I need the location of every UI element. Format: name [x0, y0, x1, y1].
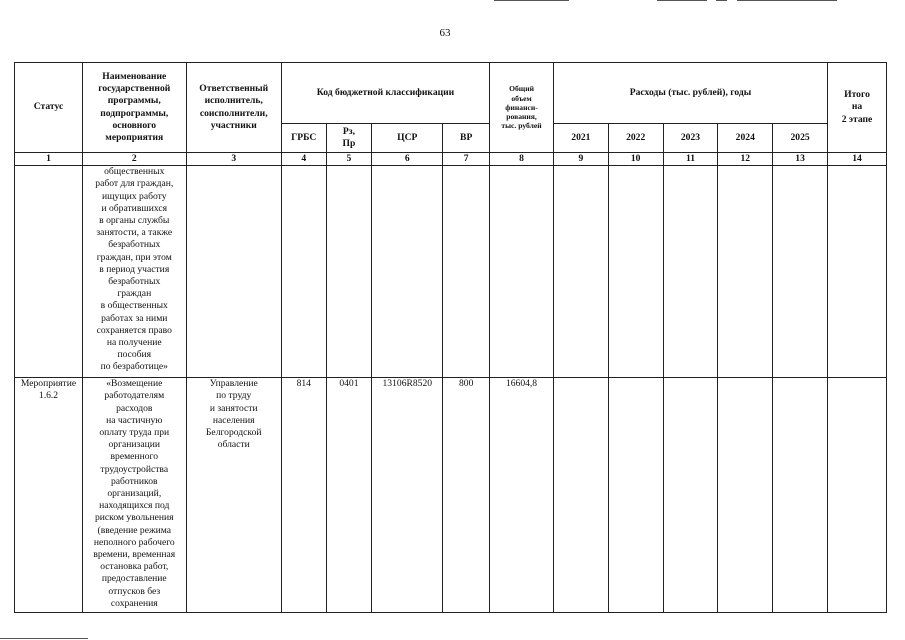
cell-grbs [281, 166, 326, 378]
cell-year-2025 [773, 378, 828, 613]
cell-total: 16604,8 [490, 378, 554, 613]
scan-artifact-line [0, 638, 88, 639]
cell-year-2021 [553, 378, 608, 613]
header-year-2023: 2023 [663, 124, 718, 153]
cell-year-2023 [663, 166, 718, 378]
cell-status: Мероприятие 1.6.2 [15, 378, 83, 613]
cell-rzpr [326, 166, 372, 378]
cell-year-2023 [663, 378, 718, 613]
column-number: 12 [718, 153, 773, 166]
budget-table [14, 62, 887, 613]
header-year-2025: 2025 [773, 124, 828, 153]
page-number: 63 [439, 27, 451, 39]
header-csr: ЦСР [372, 124, 443, 153]
column-number: 3 [186, 153, 281, 166]
cell-vr [443, 166, 490, 378]
column-number: 2 [83, 153, 187, 166]
column-number: 8 [490, 153, 554, 166]
header-grbs: ГРБС [281, 124, 326, 153]
cell-name: «Возмещение работодателям расходов на частичную оплату труда при организации временного трудоустройства работников организаций, находящихся под риском увольнения (введение режима неполного рабочего времени, временная остановка работ, предоставление отпусков без сохранения [83, 378, 187, 613]
column-number: 11 [663, 153, 718, 166]
column-number: 1 [15, 153, 83, 166]
column-number: 6 [372, 153, 443, 166]
table-row [15, 166, 887, 378]
header-rzpr: Рз, Пр [326, 124, 372, 153]
cell-name: общественных работ для граждан, ищущих работу и обратившихся в органы службы занятости, а также безработных граждан, при этом в период участия безработных граждан в общественных работах за ними сохраняется право на получение пособия по безработице» [83, 166, 187, 378]
cell-year-2021 [553, 166, 608, 378]
scan-artifact-line [716, 0, 727, 1]
header-vr: ВР [443, 124, 490, 153]
header-name: Наименование государственной программы, подпрограммы, основного мероприятия [83, 63, 187, 153]
cell-stage-total [828, 166, 887, 378]
cell-status [15, 166, 83, 378]
scan-artifact-line [737, 0, 837, 1]
header-year-2024: 2024 [718, 124, 773, 153]
header-year-2022: 2022 [608, 124, 663, 153]
header-status: Статус [15, 63, 83, 153]
header-budget-code: Код бюджетной классификации [281, 63, 489, 124]
scan-artifact-line [494, 0, 569, 1]
cell-year-2024 [718, 378, 773, 613]
column-number: 14 [828, 153, 887, 166]
cell-csr [372, 166, 443, 378]
cell-year-2022 [608, 166, 663, 378]
header-executor: Ответственный исполнитель, соисполнители, участники [186, 63, 281, 153]
header-expenses: Расходы (тыс. рублей), годы [553, 63, 827, 124]
cell-executor [186, 166, 281, 378]
scan-artifact-line [657, 0, 707, 1]
column-number: 13 [773, 153, 828, 166]
cell-grbs: 814 [281, 378, 326, 613]
cell-year-2022 [608, 378, 663, 613]
column-number: 5 [326, 153, 372, 166]
cell-stage-total [828, 378, 887, 613]
column-number: 10 [608, 153, 663, 166]
cell-year-2024 [718, 166, 773, 378]
cell-total [490, 166, 554, 378]
column-number-row [15, 153, 887, 166]
cell-csr: 13106R8520 [372, 378, 443, 613]
cell-vr: 800 [443, 378, 490, 613]
header-stage-total: Итого на 2 этапе [828, 63, 887, 153]
header-row-1 [15, 63, 887, 124]
column-number: 4 [281, 153, 326, 166]
header-year-2021: 2021 [553, 124, 608, 153]
cell-rzpr: 0401 [326, 378, 372, 613]
column-number: 7 [443, 153, 490, 166]
cell-year-2025 [773, 166, 828, 378]
column-number: 9 [553, 153, 608, 166]
table-row [15, 378, 887, 613]
cell-executor: Управление по труду и занятости населения Белгородской области [186, 378, 281, 613]
header-total-volume: Общий объем финанси- рования, тыс. рублей [490, 63, 554, 153]
